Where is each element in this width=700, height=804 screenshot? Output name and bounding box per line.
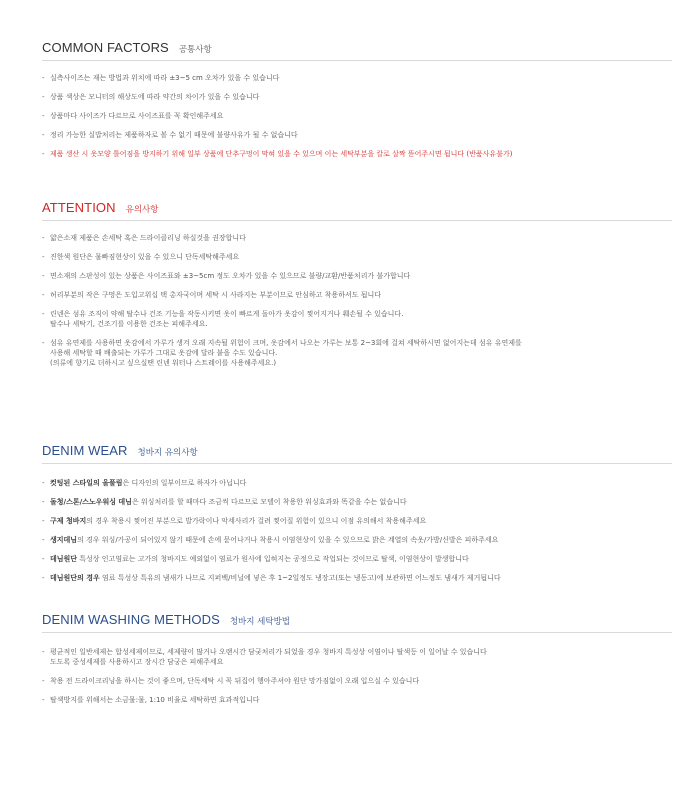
common-factors-divider — [42, 60, 672, 61]
list-item: - 착용 전 드라이크리닝을 하시는 것이 좋으며, 단독세탁 시 꼭 뒤집어 헹아주셔야 원단 망가짐없이 오래 입으실 수 있습니다 — [42, 677, 420, 685]
list-item: - 데님원단 특성상 인고염료는 고가의 청바지도 예외없이 염료가 원사에 입혀지는 공정으로 작업되는 것이므로 탈색, 이염현상이 발생합니다 — [42, 555, 469, 563]
denim-washing-heading — [42, 612, 672, 627]
list-item: - 돌청/스톤/스노우워싱 데님은 워싱처리를 할 때마다 조금씩 다르므로 모델이 착용한 워싱효과와 똑같을 수는 없습니다 — [42, 498, 407, 506]
attention-heading — [42, 200, 672, 215]
common-factors-subtitle: 공통사항 — [178, 45, 212, 55]
list-item: - 데님원단의 경우 염료 특성상 특유의 냄새가 나므로 지퍼백/비닐에 넣은 후 1~2일정도 냉장고(또는 냉동고)에 보관하면 어느정도 냄새가 제거됩니다 — [42, 574, 501, 582]
list-item: - 허리부분의 작은 구멍은 도입고위십 택 총자국이며 세탁 시 사라지는 부분이므로 안심하고 착용하셔도 됩니다 — [42, 291, 381, 299]
denim-wear-divider — [42, 463, 672, 464]
common-factors-list — [42, 73, 672, 159]
list-item: - 상품마다 사이즈가 다르므로 사이즈표를 꼭 확인해주세요 — [42, 112, 224, 120]
attention-title: ATTENTION — [42, 200, 116, 215]
common-factors-heading — [42, 40, 672, 55]
denim-wear-list — [42, 478, 672, 583]
list-item: - 평균적인 일반세제는 합성세제이므로, 세제량이 많거나 오랜시간 담궂처리가 되었을 경우 청바지 특성상 이염이나 탈색등 이 일어날 수 있습니다 도도록 중성세제를 사용하시고 장시간 담궁은 피해주세요 — [42, 648, 487, 666]
list-item: - 린넨은 섬유 조직이 약해 탈수나 건조 기능을 작동시키면 옷이 빠르게 돌아가 옷감이 찢어지거나 훼손될 수 있습니다. 탈수나 세탁기, 건조기를 이용한 건조는 피해주세요. — [42, 310, 404, 328]
denim-wear-subtitle: 청바지 유의사항 — [137, 448, 198, 458]
list-item: - 면소재의 스판성이 있는 상품은 사이즈표와 ±3~5cm 정도 오차가 있을 수 있으므로 불량/교환/반품처리가 불가합니다 — [42, 272, 411, 280]
denim-wear-section — [42, 443, 672, 583]
attention-list — [42, 233, 672, 368]
attention-section — [42, 200, 672, 368]
denim-washing-list — [42, 647, 672, 705]
denim-wear-heading — [42, 443, 672, 458]
denim-washing-section — [42, 612, 672, 705]
list-item: - 컷팅된 스타일의 올풀림은 디자인의 일부이므로 하자가 아닙니다 — [42, 479, 247, 487]
common-factors-section — [42, 40, 672, 159]
denim-washing-divider — [42, 632, 672, 633]
list-item: - 정리 가능한 실밥처리는 제품하자로 볼 수 없기 때문에 불량사유가 될 수 없습니다 — [42, 131, 298, 139]
list-item: - 진한색 원단은 물빠짐현상이 있을 수 있으니 단독세탁해주세요 — [42, 253, 240, 261]
list-item: - 탈색방지를 위해서는 소금물:물, 1:10 비율로 세탁하면 효과적입니다 — [42, 696, 260, 704]
list-item: - 생지데님의 경우 워싱/가공이 되어있지 않기 때문에 손에 묻어나거나 착용시 이염현상이 있을 수 있으므로 밝은 계열의 속옷/가방/신발은 피하주세요 — [42, 536, 499, 544]
denim-wear-title: DENIM WEAR — [42, 443, 128, 458]
common-factors-title: COMMON FACTORS — [42, 40, 169, 55]
list-item: - 얇은소재 제품은 손세탁 혹은 드라이클리닝 하실것을 권장합니다 — [42, 234, 246, 242]
attention-divider — [42, 220, 672, 221]
denim-washing-subtitle: 청바지 세탁방법 — [229, 617, 291, 627]
list-item-warning: - 제품 생산 시 옷모양 틀어짐을 방지하기 위해 일부 상품에 단추구멍이 막혀 있을 수 있으며 이는 세탁부분을 칼로 살짝 뜯어주시면 됩니다 (반품사유불가) — [42, 150, 513, 158]
attention-subtitle: 유의사항 — [125, 205, 159, 215]
list-item: - 섬유 유연제를 사용하면 옷감에서 가루가 생겨 오래 지속될 위험이 크며, 옷감에서 나오는 가루는 보통 2~3회에 걸쳐 세탁하시면 없어지는데 섬유 유연제를 사용해 세탁할 때 배출되는 가루가 그대로 옷감에 달라 붙을 수도 있습니다. (의류에 향기로 더하시고 싶으실땐 린넨 워터나 스트레이를 사용해주세요.) — [42, 339, 522, 367]
list-item: - 상품 색상은 모니터의 해상도에 따라 약간의 차이가 있을 수 있습니다 — [42, 93, 260, 101]
list-item: - 실측사이즈는 재는 방법과 위치에 따라 ±3~5 cm 오차가 있을 수 있습니다 — [42, 74, 280, 82]
denim-washing-title: DENIM WASHING METHODS — [42, 612, 220, 627]
list-item: - 구제 청바지의 경우 착용시 찢어진 부분으로 발가락이나 악세사리가 걸려 찢어질 위험이 있으니 이점 유의해서 착용해주세요 — [42, 517, 427, 525]
